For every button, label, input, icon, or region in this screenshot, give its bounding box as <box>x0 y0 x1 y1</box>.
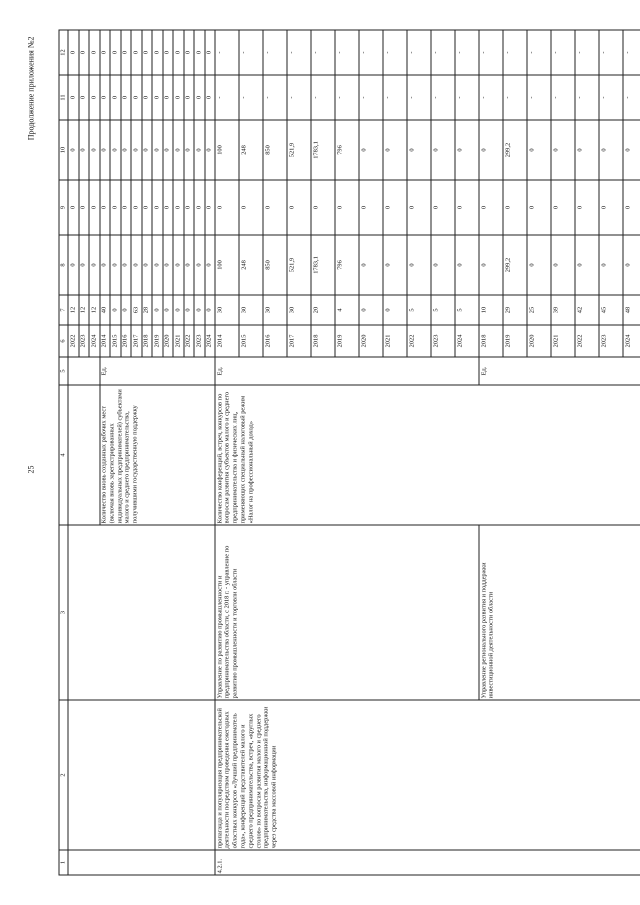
empty-cell <box>68 525 215 700</box>
year-cell: 2022 <box>575 325 599 357</box>
value-cell: 0 <box>479 120 503 180</box>
value-cell: 10 <box>479 295 503 325</box>
value-cell: 521,9 <box>287 235 311 295</box>
value-cell: 0 <box>68 30 79 75</box>
value-cell: 0 <box>194 180 205 235</box>
year-cell: 2021 <box>383 325 407 357</box>
value-cell: - <box>551 30 575 75</box>
value-cell: 63 <box>131 295 142 325</box>
col-header: 7 <box>59 295 68 325</box>
value-cell: 0 <box>194 120 205 180</box>
value-cell: - <box>335 75 359 120</box>
continuation-note: Продолжение приложения №2 <box>26 36 35 140</box>
value-cell: 0 <box>194 235 205 295</box>
value-cell: 0 <box>173 30 184 75</box>
value-cell: - <box>575 75 599 120</box>
value-cell: 0 <box>239 180 263 235</box>
value-cell: 0 <box>68 75 79 120</box>
value-cell: 0 <box>431 180 455 235</box>
value-cell: 0 <box>152 235 163 295</box>
year-cell: 2019 <box>335 325 359 357</box>
value-cell: 0 <box>455 120 479 180</box>
value-cell: 0 <box>110 120 121 180</box>
col-header: 9 <box>59 180 68 235</box>
value-cell: 0 <box>335 180 359 235</box>
value-cell: 0 <box>110 235 121 295</box>
value-cell: 39 <box>551 295 575 325</box>
value-cell: 0 <box>623 180 640 235</box>
value-cell: - <box>239 75 263 120</box>
page-number: 25 <box>26 465 35 473</box>
value-cell: 0 <box>152 120 163 180</box>
value-cell: 0 <box>162 75 173 120</box>
year-cell: 2023 <box>599 325 623 357</box>
value-cell: 0 <box>194 75 205 120</box>
value-cell: - <box>527 75 551 120</box>
value-cell: 12 <box>68 295 79 325</box>
value-cell: 0 <box>173 120 184 180</box>
value-cell: 796 <box>335 235 359 295</box>
table-body <box>59 30 640 875</box>
value-cell: - <box>599 30 623 75</box>
value-cell: 0 <box>623 120 640 180</box>
value-cell: 0 <box>359 235 383 295</box>
value-cell: 0 <box>162 30 173 75</box>
year-cell: 2022 <box>68 325 79 357</box>
value-cell: - <box>431 30 455 75</box>
value-cell: 0 <box>68 120 79 180</box>
value-cell: 0 <box>479 235 503 295</box>
value-cell: 0 <box>204 30 215 75</box>
value-cell: 0 <box>575 235 599 295</box>
value-cell: - <box>431 75 455 120</box>
value-cell: 0 <box>287 180 311 235</box>
value-cell: 0 <box>141 180 152 235</box>
value-cell: 0 <box>204 120 215 180</box>
year-cell: 2021 <box>551 325 575 357</box>
value-cell: 0 <box>194 295 205 325</box>
col-header: 10 <box>59 120 68 180</box>
value-cell: 30 <box>239 295 263 325</box>
value-cell: 0 <box>78 120 89 180</box>
value-cell: 5 <box>455 295 479 325</box>
value-cell: - <box>287 75 311 120</box>
value-cell: 48 <box>623 295 640 325</box>
value-cell: 40 <box>99 295 110 325</box>
empty-cell <box>68 357 100 385</box>
col-header: 5 <box>59 357 68 385</box>
value-cell: 0 <box>183 75 194 120</box>
value-cell: 0 <box>141 120 152 180</box>
value-cell: 0 <box>527 180 551 235</box>
value-cell: - <box>239 30 263 75</box>
value-cell: 30 <box>263 295 287 325</box>
column-number-row <box>59 30 68 875</box>
value-cell: 0 <box>431 120 455 180</box>
value-cell: - <box>623 30 640 75</box>
year-cell: 2023 <box>78 325 89 357</box>
value-cell: 0 <box>89 30 100 75</box>
value-cell: 0 <box>431 235 455 295</box>
year-cell: 2022 <box>407 325 431 357</box>
empty-cell <box>68 700 215 850</box>
value-cell: 28 <box>141 295 152 325</box>
year-cell: 2024 <box>623 325 640 357</box>
value-cell: 29 <box>503 295 527 325</box>
value-cell: 0 <box>99 75 110 120</box>
value-cell: 0 <box>120 120 131 180</box>
value-cell: 45 <box>599 295 623 325</box>
value-cell: - <box>359 75 383 120</box>
value-cell: - <box>215 75 239 120</box>
value-cell: 0 <box>68 235 79 295</box>
value-cell: 0 <box>359 180 383 235</box>
value-cell: - <box>479 75 503 120</box>
value-cell: 0 <box>599 180 623 235</box>
value-cell: 796 <box>335 120 359 180</box>
value-cell: 0 <box>120 295 131 325</box>
year-cell: 2024 <box>89 325 100 357</box>
unit-cell: Ед. <box>99 357 215 385</box>
value-cell: 0 <box>120 235 131 295</box>
col-header: 4 <box>59 385 68 525</box>
value-cell: 0 <box>99 180 110 235</box>
value-cell: 0 <box>503 180 527 235</box>
value-cell: 0 <box>575 180 599 235</box>
col-header: 12 <box>59 30 68 75</box>
value-cell: 0 <box>120 30 131 75</box>
value-cell: 0 <box>99 120 110 180</box>
value-cell: 0 <box>131 75 142 120</box>
value-cell: - <box>311 75 335 120</box>
value-cell: - <box>575 30 599 75</box>
value-cell: 0 <box>152 295 163 325</box>
value-cell: 0 <box>551 235 575 295</box>
col-header: 11 <box>59 75 68 120</box>
value-cell: 1783,1 <box>311 120 335 180</box>
value-cell: 42 <box>575 295 599 325</box>
value-cell: 0 <box>599 120 623 180</box>
value-cell: 0 <box>89 180 100 235</box>
value-cell: 0 <box>183 120 194 180</box>
value-cell: 299,2 <box>503 235 527 295</box>
year-cell: 2019 <box>152 325 163 357</box>
executor-cell: Управление по развитию промышленности и предпринимательства области, с 2018 г. - управление по развитию промышленности и торговли области <box>215 525 479 700</box>
table-row <box>68 30 79 875</box>
value-cell: 0 <box>183 30 194 75</box>
value-cell: 0 <box>204 75 215 120</box>
value-cell: - <box>287 30 311 75</box>
value-cell: - <box>263 30 287 75</box>
value-cell: 30 <box>215 295 239 325</box>
value-cell: 0 <box>110 75 121 120</box>
unit-cell: Ед. <box>215 357 479 385</box>
value-cell: 0 <box>141 75 152 120</box>
value-cell: 0 <box>383 235 407 295</box>
value-cell: 100 <box>215 120 239 180</box>
value-cell: 0 <box>527 120 551 180</box>
value-cell: 0 <box>455 180 479 235</box>
value-cell: 0 <box>110 295 121 325</box>
col-header: 8 <box>59 235 68 295</box>
value-cell: 0 <box>383 120 407 180</box>
year-cell: 2018 <box>311 325 335 357</box>
value-cell: 0 <box>141 235 152 295</box>
value-cell: 0 <box>131 30 142 75</box>
value-cell: 0 <box>99 235 110 295</box>
value-cell: 0 <box>407 120 431 180</box>
value-cell: 0 <box>141 30 152 75</box>
value-cell: 0 <box>183 235 194 295</box>
value-cell: 0 <box>131 180 142 235</box>
year-cell: 2024 <box>455 325 479 357</box>
value-cell: 0 <box>68 180 79 235</box>
year-cell: 2014 <box>99 325 110 357</box>
value-cell: 0 <box>407 180 431 235</box>
value-cell: 0 <box>162 180 173 235</box>
value-cell: 0 <box>110 180 121 235</box>
value-cell: 0 <box>204 180 215 235</box>
value-cell: 248 <box>239 235 263 295</box>
value-cell: 5 <box>431 295 455 325</box>
value-cell: 0 <box>173 180 184 235</box>
col-header: 3 <box>59 525 68 700</box>
value-cell: 0 <box>204 295 215 325</box>
value-cell: 0 <box>173 75 184 120</box>
value-cell: 0 <box>78 235 89 295</box>
value-cell: 0 <box>78 75 89 120</box>
col-header: 6 <box>59 325 68 357</box>
value-cell: 4 <box>335 295 359 325</box>
value-cell: 5 <box>407 295 431 325</box>
value-cell: - <box>479 30 503 75</box>
col-header: 2 <box>59 700 68 850</box>
year-cell: 2015 <box>239 325 263 357</box>
value-cell: 0 <box>89 75 100 120</box>
value-cell: 0 <box>215 180 239 235</box>
value-cell: 0 <box>479 180 503 235</box>
value-cell: 0 <box>527 235 551 295</box>
value-cell: 0 <box>162 120 173 180</box>
value-cell: 0 <box>575 120 599 180</box>
value-cell: - <box>623 75 640 120</box>
unit-cell: Ед. <box>479 357 640 385</box>
value-cell: 0 <box>173 235 184 295</box>
value-cell: 0 <box>383 295 407 325</box>
value-cell: - <box>503 75 527 120</box>
value-cell: 0 <box>623 235 640 295</box>
value-cell: 850 <box>263 235 287 295</box>
year-cell: 2016 <box>263 325 287 357</box>
value-cell: 0 <box>263 180 287 235</box>
value-cell: - <box>455 75 479 120</box>
value-cell: 20 <box>311 295 335 325</box>
value-cell: 521,9 <box>287 120 311 180</box>
value-cell: 0 <box>152 75 163 120</box>
value-cell: 1783,1 <box>311 235 335 295</box>
value-cell: - <box>215 30 239 75</box>
year-cell: 2016 <box>120 325 131 357</box>
value-cell: 0 <box>120 180 131 235</box>
year-cell: 2015 <box>110 325 121 357</box>
value-cell: 0 <box>89 120 100 180</box>
value-cell: 0 <box>183 295 194 325</box>
year-cell: 2020 <box>527 325 551 357</box>
value-cell: 0 <box>78 180 89 235</box>
indicator-cell: Количество вновь созданных рабочих мест (включая вновь зарегистрированных индивидуальных предпринимателей) субъектами малого и среднего предпринимательства, получившими государственную поддержку <box>99 385 215 525</box>
empty-cell <box>68 850 215 875</box>
year-cell: 2021 <box>173 325 184 357</box>
value-cell: 0 <box>78 30 89 75</box>
value-cell: 0 <box>162 295 173 325</box>
value-cell: - <box>263 75 287 120</box>
value-cell: 0 <box>99 30 110 75</box>
value-cell: - <box>383 30 407 75</box>
year-cell: 2020 <box>162 325 173 357</box>
value-cell: 0 <box>455 235 479 295</box>
value-cell: 0 <box>162 235 173 295</box>
year-cell: 2017 <box>131 325 142 357</box>
value-cell: - <box>551 75 575 120</box>
value-cell: 0 <box>89 235 100 295</box>
value-cell: 0 <box>359 295 383 325</box>
value-cell: 0 <box>120 75 131 120</box>
col-header: 1 <box>59 850 68 875</box>
value-cell: 25 <box>527 295 551 325</box>
value-cell: 12 <box>78 295 89 325</box>
value-cell: 0 <box>383 180 407 235</box>
value-cell: - <box>527 30 551 75</box>
indicator-cell: Количество конференций, встреч, конкурсов по вопросам развития субъектов малого и среднего предпринимательства и физических лиц, применяющих специальный налоговый режим «Налог на профессиональный доход» <box>215 385 640 525</box>
year-cell: 2024 <box>204 325 215 357</box>
value-cell: 0 <box>131 120 142 180</box>
value-cell: 0 <box>152 180 163 235</box>
year-cell: 2022 <box>183 325 194 357</box>
value-cell: 0 <box>551 120 575 180</box>
year-cell: 2023 <box>431 325 455 357</box>
value-cell: 0 <box>359 120 383 180</box>
value-cell: 0 <box>131 235 142 295</box>
value-cell: 100 <box>215 235 239 295</box>
value-cell: 0 <box>599 235 623 295</box>
value-cell: 850 <box>263 120 287 180</box>
value-cell: 299,2 <box>503 120 527 180</box>
measure-name: пропаганда и популяризация предпринимательской деятельности посредством проведения ежегодных областных конкурсов «Лучший предприниматель года», конференций представителей малого и среднего предпринимательства, встреч, «круглых столов» по вопросам развития малого и среднего предпринимательства, информационной поддержки через средства массовой информации <box>215 700 640 850</box>
item-number: 4.2.1. <box>215 850 640 875</box>
value-cell: 0 <box>152 30 163 75</box>
empty-cell <box>68 385 100 525</box>
executor-cell: Управление регионального развития и поддержки инвестиционной деятельности области <box>479 525 640 700</box>
year-cell: 2017 <box>287 325 311 357</box>
value-cell: 0 <box>110 30 121 75</box>
value-cell: - <box>503 30 527 75</box>
value-cell: 0 <box>173 295 184 325</box>
value-cell: - <box>407 75 431 120</box>
value-cell: - <box>383 75 407 120</box>
year-cell: 2018 <box>141 325 152 357</box>
value-cell: 0 <box>204 235 215 295</box>
value-cell: 248 <box>239 120 263 180</box>
value-cell: 0 <box>183 180 194 235</box>
value-cell: - <box>311 30 335 75</box>
year-cell: 2018 <box>479 325 503 357</box>
value-cell: 0 <box>311 180 335 235</box>
value-cell: 0 <box>551 180 575 235</box>
program-table <box>58 29 640 875</box>
value-cell: - <box>407 30 431 75</box>
value-cell: - <box>455 30 479 75</box>
year-cell: 2014 <box>215 325 239 357</box>
value-cell: 12 <box>89 295 100 325</box>
table-row <box>215 30 239 875</box>
year-cell: 2019 <box>503 325 527 357</box>
value-cell: - <box>599 75 623 120</box>
year-cell: 2023 <box>194 325 205 357</box>
value-cell: 30 <box>287 295 311 325</box>
year-cell: 2020 <box>359 325 383 357</box>
value-cell: - <box>335 30 359 75</box>
value-cell: - <box>359 30 383 75</box>
value-cell: 0 <box>194 30 205 75</box>
value-cell: 0 <box>407 235 431 295</box>
